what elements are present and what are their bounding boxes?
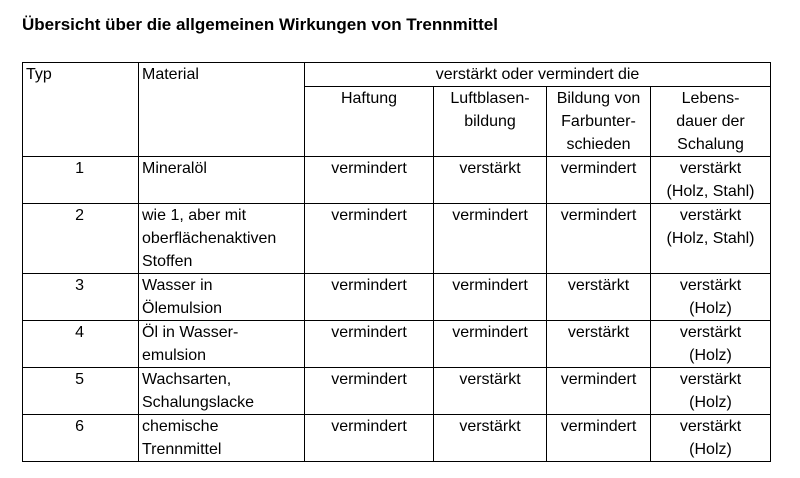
cell-material	[139, 274, 305, 321]
cell-lebensdauer-line: verstärkt	[679, 371, 742, 388]
document-title: Übersicht über die allgemeinen Wirkungen von Trennmittel	[22, 15, 498, 34]
cell-lebensdauer	[651, 415, 771, 462]
cell-material	[139, 157, 305, 204]
header-lebensdauer-line: Lebens-	[681, 90, 740, 107]
header-luftblasen-line: Luftblasen-	[450, 90, 530, 107]
cell-luftblasen: vermindert	[434, 204, 547, 274]
cell-lebensdauer-line: (Holz, Stahl)	[666, 230, 755, 247]
header-haftung	[305, 87, 434, 157]
header-material: Material	[139, 63, 305, 157]
cell-farbunterschiede: vermindert	[547, 204, 651, 274]
cell-typ: 5	[23, 368, 139, 415]
cell-lebensdauer-line: (Holz)	[689, 300, 732, 317]
cell-lebensdauer	[651, 321, 771, 368]
header-typ: Typ	[23, 63, 139, 157]
header-lebensdauer	[651, 87, 771, 157]
cell-typ: 6	[23, 415, 139, 462]
cell-farbunterschiede: verstärkt	[547, 321, 651, 368]
effects-table	[22, 62, 771, 462]
cell-luftblasen: verstärkt	[434, 415, 547, 462]
header-row-group	[23, 63, 771, 87]
header-lebensdauer-line: dauer der	[676, 113, 745, 130]
cell-lebensdauer	[651, 368, 771, 415]
cell-lebensdauer-line: (Holz)	[689, 394, 732, 411]
cell-luftblasen: verstärkt	[434, 157, 547, 204]
cell-material-line: Trennmittel	[142, 441, 222, 458]
table-body	[23, 63, 771, 462]
cell-material	[139, 415, 305, 462]
table-row	[23, 415, 771, 462]
cell-haftung: vermindert	[305, 157, 434, 204]
cell-material-line: Schalungslacke	[142, 394, 255, 411]
cell-lebensdauer-line: verstärkt	[679, 277, 742, 294]
cell-luftblasen: verstärkt	[434, 368, 547, 415]
cell-haftung: vermindert	[305, 368, 434, 415]
cell-lebensdauer	[651, 157, 771, 204]
cell-material-line: Öl in Wasser-	[142, 324, 239, 341]
cell-lebensdauer-line: verstärkt	[679, 418, 742, 435]
cell-typ: 4	[23, 321, 139, 368]
cell-material-line: Mineralöl	[142, 160, 207, 177]
cell-haftung: vermindert	[305, 204, 434, 274]
cell-lebensdauer-line: (Holz)	[689, 347, 732, 364]
cell-farbunterschiede: vermindert	[547, 368, 651, 415]
cell-typ: 2	[23, 204, 139, 274]
cell-typ: 1	[23, 157, 139, 204]
table-row	[23, 274, 771, 321]
cell-farbunterschiede: vermindert	[547, 157, 651, 204]
cell-material	[139, 204, 305, 274]
cell-luftblasen: vermindert	[434, 274, 547, 321]
cell-farbunterschiede: vermindert	[547, 415, 651, 462]
header-luftblasen	[434, 87, 547, 157]
cell-material-line: Ölemulsion	[142, 300, 223, 317]
cell-luftblasen: vermindert	[434, 321, 547, 368]
cell-material-line: wie 1, aber mit	[142, 207, 247, 224]
table-row	[23, 157, 771, 204]
table-row	[23, 368, 771, 415]
cell-haftung: vermindert	[305, 415, 434, 462]
cell-material-line: oberflächenaktiven	[142, 230, 277, 247]
cell-material	[139, 368, 305, 415]
cell-lebensdauer-line: (Holz, Stahl)	[666, 183, 755, 200]
header-farbunterschiede	[547, 87, 651, 157]
header-farbunterschiede-line: Bildung von	[556, 90, 641, 107]
cell-lebensdauer-line: verstärkt	[679, 324, 742, 341]
cell-material-line: chemische	[142, 418, 219, 435]
header-haftung-line: Haftung	[340, 90, 398, 107]
cell-material-line: Stoffen	[142, 253, 193, 270]
table-row	[23, 321, 771, 368]
cell-lebensdauer	[651, 204, 771, 274]
table-row	[23, 204, 771, 274]
cell-material	[139, 321, 305, 368]
cell-material-line: emulsion	[142, 347, 207, 364]
cell-lebensdauer-line: (Holz)	[689, 441, 732, 458]
cell-farbunterschiede: verstärkt	[547, 274, 651, 321]
cell-material-line: Wachsarten,	[142, 371, 232, 388]
header-group: verstärkt oder vermindert die	[305, 63, 771, 87]
cell-lebensdauer	[651, 274, 771, 321]
cell-material-line: Wasser in	[142, 277, 213, 294]
cell-typ: 3	[23, 274, 139, 321]
header-lebensdauer-line: Schalung	[677, 136, 744, 153]
cell-lebensdauer-line: verstärkt	[679, 160, 742, 177]
cell-haftung: vermindert	[305, 274, 434, 321]
header-luftblasen-line: bildung	[464, 113, 516, 130]
header-farbunterschiede-line: Farbunter-	[561, 113, 636, 130]
cell-lebensdauer-line: verstärkt	[679, 207, 742, 224]
header-farbunterschiede-line: schieden	[566, 136, 631, 153]
cell-haftung: vermindert	[305, 321, 434, 368]
